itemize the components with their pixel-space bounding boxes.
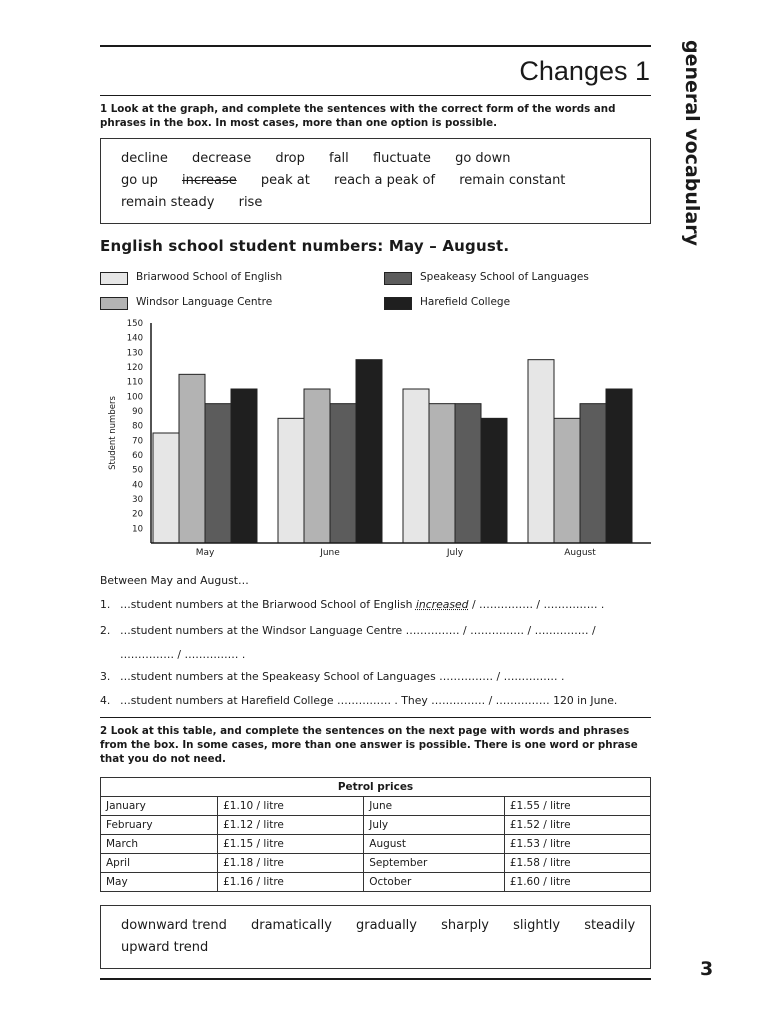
- y-tick-label: 70: [132, 436, 143, 447]
- word: steadily: [584, 918, 636, 933]
- y-tick-label: 110: [126, 377, 143, 388]
- y-tick-label: 150: [126, 319, 143, 329]
- sentence-3: 3. …student numbers at the Speakeasy School of Languages …………… / …………… .: [100, 670, 565, 683]
- legend-label: Briarwood School of English: [136, 271, 283, 283]
- table-row: April £1.18 / litre September £1.58 / litre: [101, 854, 651, 873]
- y-tick-label: 50: [132, 465, 143, 476]
- sample-answer: increased: [415, 598, 469, 611]
- x-tick-label: August: [564, 548, 596, 558]
- word: upward trend: [121, 940, 209, 955]
- bar: [304, 389, 330, 543]
- y-tick-label: 20: [132, 509, 143, 520]
- page-title: Changes 1: [519, 56, 650, 86]
- word: slightly: [513, 918, 561, 933]
- word-crossed-out: increase: [181, 173, 237, 188]
- bar: [528, 360, 554, 543]
- y-tick-label: 40: [132, 480, 143, 491]
- word: go down: [455, 151, 511, 166]
- table-row: January £1.10 / litre June £1.55 / litre: [101, 797, 651, 816]
- bar: [179, 374, 205, 543]
- y-tick-label: 100: [126, 392, 143, 403]
- sentence-2-continued: …………… / …………… .: [120, 648, 246, 661]
- word-row-2: [121, 937, 228, 959]
- bar: [278, 418, 304, 543]
- legend-label: Windsor Language Centre: [136, 296, 273, 308]
- sentence-2: 2. …student numbers at the Windsor Language Centre …………… / …………… / …………… /: [100, 624, 596, 637]
- word: remain steady: [121, 195, 215, 210]
- bar: [356, 360, 382, 543]
- bar: [330, 404, 356, 543]
- table-row: February £1.12 / litre July £1.52 / litre: [101, 816, 651, 835]
- word: downward trend: [121, 918, 227, 933]
- word: dramatically: [250, 918, 332, 933]
- word: reach a peak of: [334, 173, 436, 188]
- bar: [231, 389, 257, 543]
- sentence-4: 4. …student numbers at Harefield College …………… . They …………… / …………… 120 in June.: [100, 694, 618, 707]
- bar: [580, 404, 606, 543]
- table-row: May £1.16 / litre October £1.60 / litre: [101, 873, 651, 892]
- exercise1-instruction: 1 Look at the graph, and complete the sentences with the correct form of the words and phrases in the box. In most cases, more than one option is possible.: [100, 103, 616, 129]
- sentences-intro: Between May and August…: [100, 574, 249, 587]
- word: sharply: [441, 918, 490, 933]
- bar: [554, 418, 580, 543]
- bottom-rule: [100, 978, 651, 980]
- word: decrease: [192, 151, 252, 166]
- word: remain constant: [459, 173, 566, 188]
- y-tick-label: 130: [126, 348, 143, 359]
- sentence-1: 1. …student numbers at the Briarwood School of English increased / …………… / …………… .: [100, 598, 605, 611]
- y-tick-label: 60: [132, 451, 143, 461]
- y-tick-label: 10: [132, 524, 143, 535]
- bar: [205, 404, 231, 543]
- page-number: 3: [700, 958, 714, 980]
- table-row: March £1.15 / litre August £1.53 / litre: [101, 835, 651, 854]
- bar: [153, 433, 179, 543]
- y-tick-label: 80: [132, 421, 143, 432]
- x-tick-label: July: [446, 548, 464, 558]
- y-tick-label: 30: [132, 495, 143, 505]
- exercise2-instruction: 2 Look at this table, and complete the sentences on the next page with words and phrases from the box. In some cases, more than one answer is possible. There is one word or phrase that you do not need.: [100, 725, 638, 765]
- word: fall: [329, 151, 349, 166]
- y-axis-label: Student numbers: [108, 396, 118, 470]
- bar: [403, 389, 429, 543]
- bar: [481, 418, 507, 543]
- table-title: Petrol prices: [101, 778, 651, 797]
- x-tick-label: May: [195, 548, 215, 558]
- x-tick-label: June: [320, 548, 340, 558]
- word: decline: [121, 151, 168, 166]
- y-tick-label: 120: [126, 363, 143, 373]
- word: peak at: [260, 173, 310, 188]
- exercise2-word-box: [100, 905, 651, 969]
- bar: [606, 389, 632, 543]
- petrol-prices-table: [100, 777, 651, 892]
- exercise2-rule: [100, 717, 651, 718]
- side-label: general vocabulary: [681, 40, 703, 246]
- word: go up: [121, 173, 158, 188]
- word: fluctuate: [372, 151, 431, 166]
- legend-label: Harefield College: [420, 296, 511, 308]
- bar: [455, 404, 481, 543]
- y-tick-label: 140: [126, 333, 143, 344]
- y-tick-label: 90: [132, 407, 143, 417]
- word: gradually: [356, 918, 417, 933]
- bar: [429, 404, 455, 543]
- legend-label: Speakeasy School of Languages: [420, 271, 589, 283]
- chart-title: English school student numbers: May – August.: [100, 237, 510, 255]
- word-row-1: [121, 915, 655, 937]
- word: rise: [238, 195, 263, 210]
- word: drop: [275, 151, 305, 166]
